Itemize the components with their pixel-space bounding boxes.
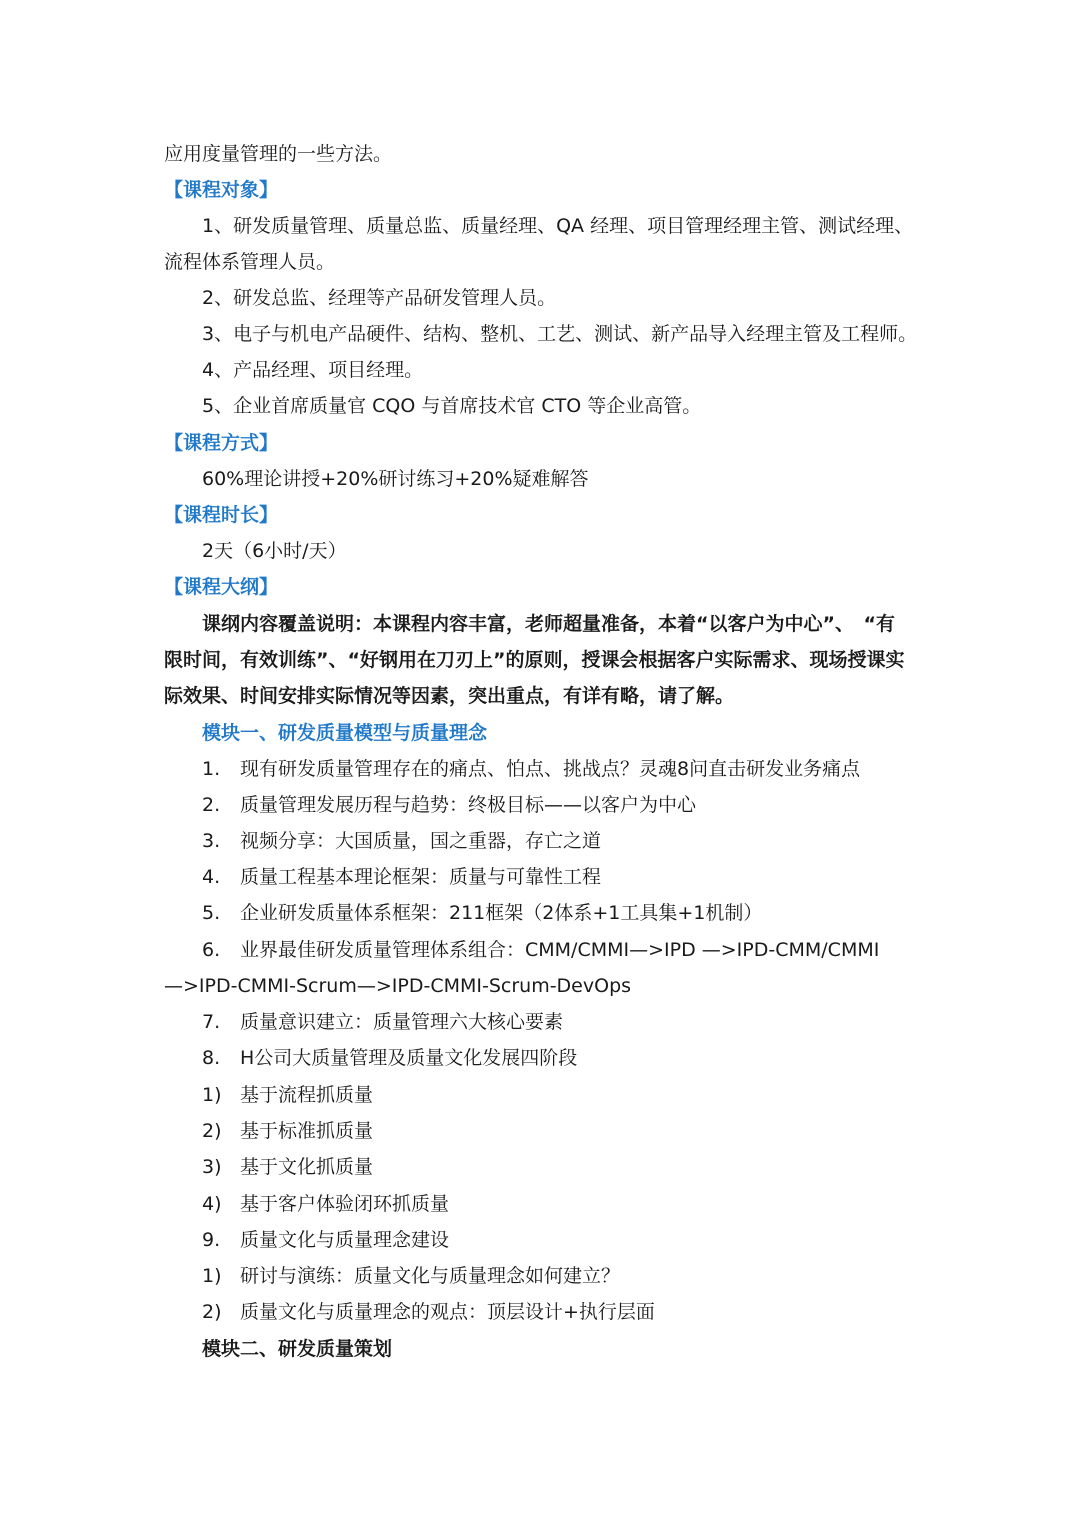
objects-item-3: 3、电子与机电产品硬件、结构、整机、工艺、测试、新产品导入经理主管及工程师。 [202,323,918,345]
list-item [202,864,962,890]
list-item [202,792,962,818]
list-item [202,756,962,782]
list-item-text: 现有研发质量管理存在的痛点、怕点、挑战点？灵魂8问直击研发业务痛点 [240,758,861,780]
list-item-text: H公司大质量管理及质量文化发展四阶段 [240,1047,578,1069]
list-item [202,1299,962,1325]
outline-note-line-3: 际效果、时间安排实际情况等因素，突出重点，有详有略，请了解。 [164,685,735,707]
list-item-text: 企业研发质量体系框架：211框架（2体系+1工具集+1机制） [240,902,763,924]
outline-note-line-2: 限时间，有效训练”、“好钢用在刀刃上”的原则，授课会根据客户实际需求、现场授课实 [164,649,905,671]
module-2-title: 模块二、研发质量策划 [202,1338,393,1360]
list-item [202,1154,962,1180]
list-item [202,1009,962,1035]
list-item [202,828,962,854]
objects-heading: 【课程对象】 [164,179,279,201]
list-item-text: —>IPD-CMMI-Scrum—>IPD-CMMI-Scrum-DevOps [164,975,632,997]
list-item-number: 2) [202,1120,222,1142]
list-item-text: 基于流程抓质量 [240,1084,374,1106]
objects-item-1-line-1: 1、研发质量管理、质量总监、质量经理、QA 经理、项目管理经理主管、测试经理、 [202,215,914,237]
outline-note-line-1: 课纲内容覆盖说明：本课程内容丰富，老师超量准备，本着“以客户为中心”、 “有 [202,613,895,635]
list-item-number: 1. [202,758,221,780]
list-item [202,1227,962,1253]
duration-heading: 【课程时长】 [164,504,279,526]
list-item-text: 业界最佳研发质量管理体系组合：CMM/CMMI—>IPD —>IPD-CMM/CMMI [240,939,880,961]
list-item-number: 2. [202,794,221,816]
list-item [202,937,962,963]
list-item-number: 6. [202,939,221,961]
list-item-number: 9. [202,1229,221,1251]
list-item-text: 视频分享：大国质量，国之重器，存亡之道 [240,830,602,852]
list-item [202,1118,962,1144]
objects-item-1-line-2: 流程体系管理人员。 [164,251,336,273]
list-item-text: 质量文化与质量理念的观点：顶层设计+执行层面 [240,1301,655,1323]
outline-heading: 【课程大纲】 [164,576,279,598]
list-item-text: 质量意识建立：质量管理六大核心要素 [240,1011,564,1033]
list-item [202,1082,962,1108]
list-item-continuation [164,973,924,999]
duration-text: 2天（6小时/天） [202,540,347,562]
list-item-number: 3. [202,830,221,852]
objects-item-4: 4、产品经理、项目经理。 [202,359,424,381]
list-item-text: 质量工程基本理论框架：质量与可靠性工程 [240,866,602,888]
list-item [202,1045,962,1071]
list-item-text: 基于文化抓质量 [240,1156,374,1178]
list-item-number: 8. [202,1047,221,1069]
list-item-number: 4) [202,1193,222,1215]
list-item-number: 1) [202,1265,222,1287]
list-item-number: 2) [202,1301,222,1323]
list-item-text: 质量文化与质量理念建设 [240,1229,450,1251]
list-item-text: 基于标准抓质量 [240,1120,374,1142]
module-1-title: 模块一、研发质量模型与质量理念 [202,722,488,744]
list-item-text: 研讨与演练：质量文化与质量理念如何建立？ [240,1265,621,1287]
objects-item-5: 5、企业首席质量官 CQO 与首席技术官 CTO 等企业高管。 [202,395,702,417]
list-item-number: 3) [202,1156,222,1178]
list-item-number: 4. [202,866,221,888]
method-heading: 【课程方式】 [164,432,279,454]
list-item-number: 5. [202,902,221,924]
list-item-text: 质量管理发展历程与趋势：终极目标——以客户为中心 [240,794,697,816]
list-item-number: 7. [202,1011,221,1033]
method-text: 60%理论讲授+20%研讨练习+20%疑难解答 [202,468,589,490]
objects-item-2: 2、研发总监、经理等产品研发管理人员。 [202,287,557,309]
intro-tail-text: 应用度量管理的一些方法。 [164,143,393,165]
list-item-text: 基于客户体验闭环抓质量 [240,1193,450,1215]
list-item [202,1191,962,1217]
list-item-number: 1) [202,1084,222,1106]
list-item [202,900,962,926]
list-item [202,1263,962,1289]
